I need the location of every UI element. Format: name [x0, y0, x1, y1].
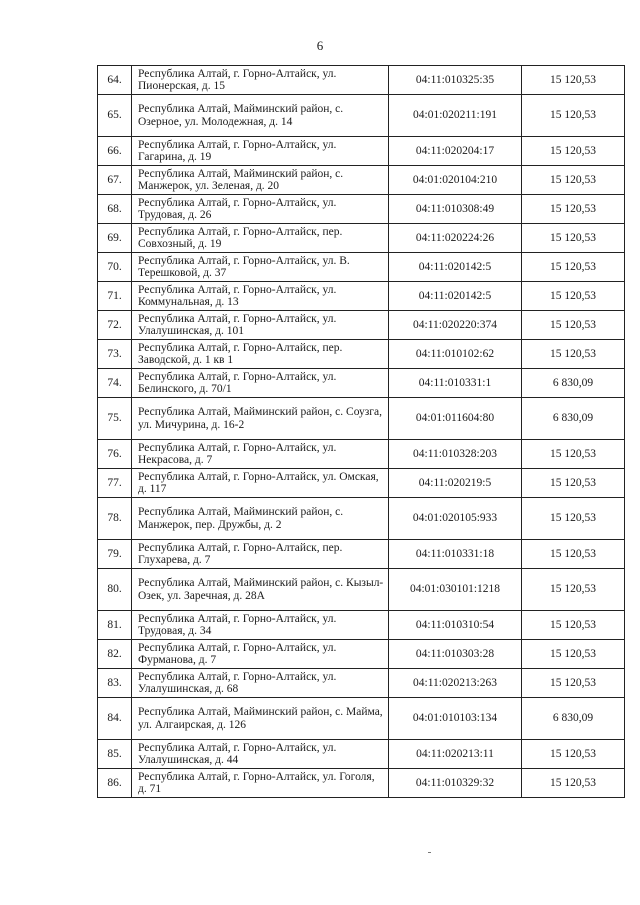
- row-cadastral-number: 04:11:010308:49: [389, 195, 522, 224]
- table-row: [98, 224, 625, 253]
- row-value: 15 120,53: [522, 282, 625, 311]
- row-number: 71.: [98, 282, 132, 311]
- table-row: [98, 253, 625, 282]
- row-number: 86.: [98, 769, 132, 798]
- row-number: 83.: [98, 669, 132, 698]
- row-cadastral-number: 04:11:010102:62: [389, 340, 522, 369]
- row-value: 15 120,53: [522, 498, 625, 540]
- row-number: 78.: [98, 498, 132, 540]
- table-row: [98, 340, 625, 369]
- row-number: 80.: [98, 569, 132, 611]
- table-row: [98, 469, 625, 498]
- table-row: [98, 137, 625, 166]
- row-cadastral-number: 04:11:020220:374: [389, 311, 522, 340]
- row-address: Республика Алтай, Майминский район, с. Соузга, ул. Мичурина, д. 16-2: [132, 398, 389, 440]
- row-number: 67.: [98, 166, 132, 195]
- row-value: 15 120,53: [522, 440, 625, 469]
- row-address: Республика Алтай, г. Горно-Алтайск, ул. Коммунальная, д. 13: [132, 282, 389, 311]
- row-number: 82.: [98, 640, 132, 669]
- row-number: 77.: [98, 469, 132, 498]
- table-row: [98, 740, 625, 769]
- row-cadastral-number: 04:11:010303:28: [389, 640, 522, 669]
- row-value: 15 120,53: [522, 66, 625, 95]
- row-number: 75.: [98, 398, 132, 440]
- row-address: Республика Алтай, г. Горно-Алтайск, ул. Улалушинская, д. 44: [132, 740, 389, 769]
- row-address: Республика Алтай, г. Горно-Алтайск, ул. Белинского, д. 70/1: [132, 369, 389, 398]
- row-number: 84.: [98, 698, 132, 740]
- row-address: Республика Алтай, г. Горно-Алтайск, ул. Фурманова, д. 7: [132, 640, 389, 669]
- row-cadastral-number: 04:11:020224:26: [389, 224, 522, 253]
- row-cadastral-number: 04:11:010329:32: [389, 769, 522, 798]
- row-number: 69.: [98, 224, 132, 253]
- row-cadastral-number: 04:01:011604:80: [389, 398, 522, 440]
- row-value: 15 120,53: [522, 669, 625, 698]
- row-value: 15 120,53: [522, 224, 625, 253]
- scan-speck: [428, 852, 431, 853]
- row-cadastral-number: 04:11:020219:5: [389, 469, 522, 498]
- row-address: Республика Алтай, г. Горно-Алтайск, ул. Гагарина, д. 19: [132, 137, 389, 166]
- table-row: [98, 440, 625, 469]
- row-address: Республика Алтай, г. Горно-Алтайск, пер. Глухарева, д. 7: [132, 540, 389, 569]
- row-number: 64.: [98, 66, 132, 95]
- row-value: 15 120,53: [522, 340, 625, 369]
- row-cadastral-number: 04:11:010331:18: [389, 540, 522, 569]
- row-cadastral-number: 04:11:020142:5: [389, 253, 522, 282]
- row-number: 68.: [98, 195, 132, 224]
- row-cadastral-number: 04:01:020105:933: [389, 498, 522, 540]
- table-row: [98, 398, 625, 440]
- row-value: 15 120,53: [522, 569, 625, 611]
- row-number: 81.: [98, 611, 132, 640]
- row-number: 70.: [98, 253, 132, 282]
- row-number: 72.: [98, 311, 132, 340]
- page-number: 6: [316, 38, 324, 53]
- row-value: 6 830,09: [522, 698, 625, 740]
- row-address: Республика Алтай, Майминский район, с. Майма, ул. Алгаирская, д. 126: [132, 698, 389, 740]
- row-address: Республика Алтай, г. Горно-Алтайск, пер. Заводской, д. 1 кв 1: [132, 340, 389, 369]
- table-row: [98, 166, 625, 195]
- row-address: Республика Алтай, г. Горно-Алтайск, ул. Улалушинская, д. 101: [132, 311, 389, 340]
- row-value: 15 120,53: [522, 769, 625, 798]
- table-row: [98, 669, 625, 698]
- row-cadastral-number: 04:11:020213:11: [389, 740, 522, 769]
- row-address: Республика Алтай, г. Горно-Алтайск, ул. Улалушинская, д. 68: [132, 669, 389, 698]
- row-value: 15 120,53: [522, 195, 625, 224]
- row-value: 15 120,53: [522, 611, 625, 640]
- row-value: 15 120,53: [522, 311, 625, 340]
- row-address: Республика Алтай, г. Горно-Алтайск, пер. Совхозный, д. 19: [132, 224, 389, 253]
- row-value: 15 120,53: [522, 640, 625, 669]
- table-row: [98, 769, 625, 798]
- table-row: [98, 66, 625, 95]
- table-row: [98, 569, 625, 611]
- row-value: 15 120,53: [522, 166, 625, 195]
- row-cadastral-number: 04:11:020213:263: [389, 669, 522, 698]
- table-row: [98, 698, 625, 740]
- table-row: [98, 369, 625, 398]
- row-cadastral-number: 04:01:010103:134: [389, 698, 522, 740]
- row-value: 6 830,09: [522, 398, 625, 440]
- row-cadastral-number: 04:01:030101:1218: [389, 569, 522, 611]
- row-address: Республика Алтай, г. Горно-Алтайск, ул. Гоголя, д. 71: [132, 769, 389, 798]
- table-row: [98, 282, 625, 311]
- row-address: Республика Алтай, г. Горно-Алтайск, ул. Трудовая, д. 34: [132, 611, 389, 640]
- row-address: Республика Алтай, г. Горно-Алтайск, ул. Трудовая, д. 26: [132, 195, 389, 224]
- row-address: Республика Алтай, Майминский район, с. Манжерок, ул. Зеленая, д. 20: [132, 166, 389, 195]
- table-row: [98, 540, 625, 569]
- row-cadastral-number: 04:11:020142:5: [389, 282, 522, 311]
- row-number: 85.: [98, 740, 132, 769]
- row-number: 74.: [98, 369, 132, 398]
- row-cadastral-number: 04:11:010310:54: [389, 611, 522, 640]
- property-table: [97, 65, 625, 798]
- row-cadastral-number: 04:11:010328:203: [389, 440, 522, 469]
- row-value: 15 120,53: [522, 540, 625, 569]
- row-address: Республика Алтай, г. Горно-Алтайск, ул. Некрасова, д. 7: [132, 440, 389, 469]
- table-row: [98, 498, 625, 540]
- row-address: Республика Алтай, г. Горно-Алтайск, ул. Пионерская, д. 15: [132, 66, 389, 95]
- table-row: [98, 95, 625, 137]
- table-row: [98, 640, 625, 669]
- row-cadastral-number: 04:11:010331:1: [389, 369, 522, 398]
- row-number: 73.: [98, 340, 132, 369]
- row-cadastral-number: 04:01:020104:210: [389, 166, 522, 195]
- row-cadastral-number: 04:11:010325:35: [389, 66, 522, 95]
- row-value: 15 120,53: [522, 137, 625, 166]
- row-value: 6 830,09: [522, 369, 625, 398]
- row-cadastral-number: 04:01:020211:191: [389, 95, 522, 137]
- row-address: Республика Алтай, Майминский район, с. Манжерок, пер. Дружбы, д. 2: [132, 498, 389, 540]
- table-row: [98, 311, 625, 340]
- row-value: 15 120,53: [522, 469, 625, 498]
- row-number: 76.: [98, 440, 132, 469]
- row-value: 15 120,53: [522, 740, 625, 769]
- table-row: [98, 611, 625, 640]
- row-address: Республика Алтай, Майминский район, с. Озерное, ул. Молодежная, д. 14: [132, 95, 389, 137]
- row-address: Республика Алтай, г. Горно-Алтайск, ул. В. Терешковой, д. 37: [132, 253, 389, 282]
- row-value: 15 120,53: [522, 95, 625, 137]
- row-address: Республика Алтай, Майминский район, с. Кызыл-Озек, ул. Заречная, д. 28А: [132, 569, 389, 611]
- row-number: 79.: [98, 540, 132, 569]
- table-row: [98, 195, 625, 224]
- row-cadastral-number: 04:11:020204:17: [389, 137, 522, 166]
- row-address: Республика Алтай, г. Горно-Алтайск, ул. Омская, д. 117: [132, 469, 389, 498]
- row-number: 65.: [98, 95, 132, 137]
- row-number: 66.: [98, 137, 132, 166]
- row-value: 15 120,53: [522, 253, 625, 282]
